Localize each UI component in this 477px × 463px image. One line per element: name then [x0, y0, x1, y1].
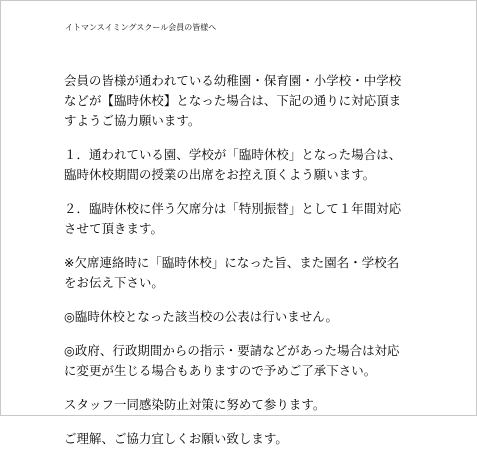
document-body	[64, 71, 476, 463]
paragraph-item-1: １．通われている園、学校が「臨時休校」となった場合は、 臨時休校期間の授業の出席をお控え頂くよう願います。	[64, 147, 402, 182]
paragraph-absence-note: ※欠席連絡時に「臨時休校」になった旨、また園名・学校名 をお伝え下さい。	[64, 255, 400, 290]
paragraph-staff-measures: スタッフ一同感染防止対策に努めて参ります。	[64, 397, 326, 412]
document-title: イトマンスイミングスクール会員の皆様へ	[65, 23, 217, 32]
paragraph-closing: ご理解、ご協力宜しくお願い致します。	[64, 431, 288, 446]
paragraph-government-note: ◎政府、行政期間からの指示・要請などがあった場合は対応 に変更が生じる場合もありますので予めご了承下さい。	[64, 343, 400, 378]
paragraph-item-2: ２．臨時休校に伴う欠席分は「特別振替」として１年間対応 させて頂きます。	[64, 201, 402, 236]
paragraph-intro: 会員の皆様が通われている幼稚園・保育園・小学校・中学校 などが【臨時休校】となった場合は、下記の通りに対応頂ま すようご協力願います。	[64, 73, 402, 128]
paragraph-no-publication: ◎臨時休校となった該当校の公表は行いません。	[64, 309, 338, 324]
